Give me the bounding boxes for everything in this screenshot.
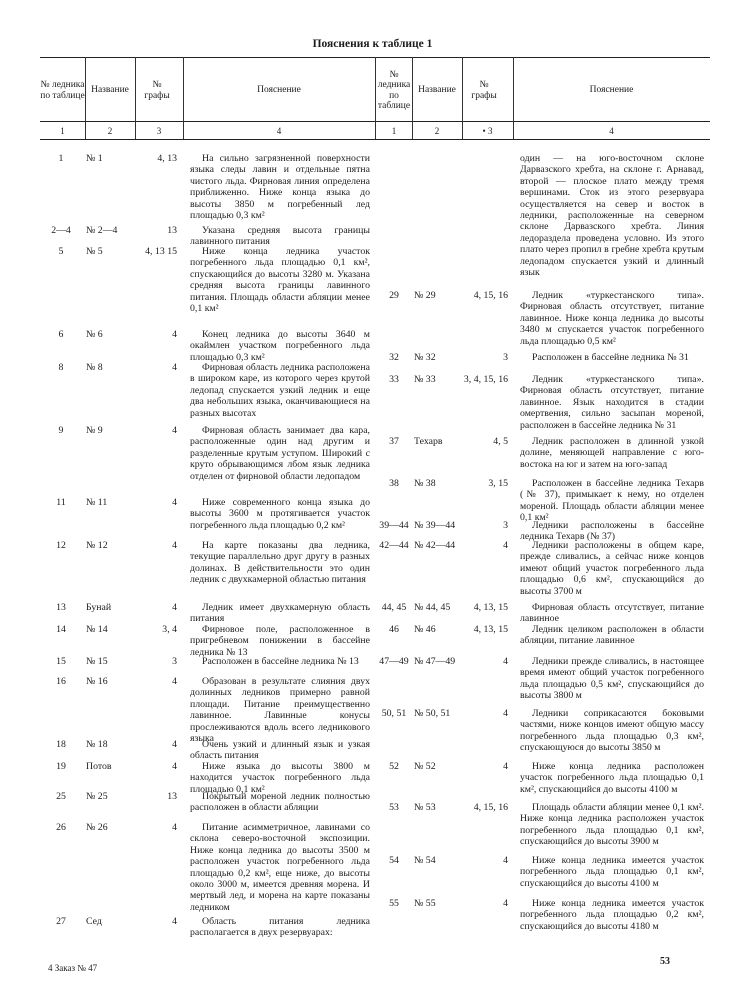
explanation: Ниже конца ледника имеется участок погребенного льда площадью 0,1 км², спускающийся до высоты 4100 м	[520, 855, 704, 889]
glacier-number: 32	[389, 352, 399, 363]
glacier-number: 2—4	[51, 225, 71, 236]
glacier-name: № 5	[86, 246, 103, 257]
glacier-name: Сед	[86, 916, 102, 927]
glacier-number: 9	[58, 425, 64, 436]
explanation: Фирновая область ледника расположена в широком каре, из которого через крутой ледопад спускается узкий ледник и еще два небольших языка, оканчивающиеся на разных высотах	[190, 362, 370, 419]
glacier-number: 15	[56, 656, 66, 667]
header-name: Название	[91, 85, 129, 96]
column-refs: 4	[503, 708, 508, 719]
glacier-name: Бунай	[86, 602, 112, 613]
glacier-name: № 42—44	[414, 540, 456, 551]
column-refs: 4, 13, 15	[473, 624, 508, 635]
explanation: Ниже конца ледника участок погребенного льда площадью 0,1 км², спускающийся до высоты 3280 м. Указана средняя высота границы лавинного питания. Площадь области абляции менее 0,1 км²	[190, 246, 370, 315]
column-number: 4	[276, 125, 282, 136]
column-number: • 3	[482, 125, 493, 136]
glacier-number: 11	[56, 497, 66, 508]
column-number: 3	[156, 125, 162, 136]
glacier-name: № 50, 51	[414, 708, 451, 719]
glacier-number: 29	[389, 290, 399, 301]
glacier-name: № 53	[414, 802, 436, 813]
glacier-number: 38	[389, 478, 399, 489]
page-title: Пояснения к таблице 1	[312, 38, 433, 50]
glacier-number: 25	[56, 791, 66, 802]
explanation: Ледники прежде сливались, в настоящее время имеют общий участок погребенного льда площадью 0,5 км², спускающийся до высоты 3800 м	[520, 656, 704, 702]
glacier-number: 27	[56, 916, 66, 927]
glacier-name: № 14	[86, 624, 108, 635]
glacier-name: № 2—4	[86, 225, 118, 236]
column-refs: 3	[503, 352, 508, 363]
column-refs: 4, 13, 15	[473, 602, 508, 613]
explanation: Ледник имеет двухкамерную область питания	[190, 602, 370, 625]
column-refs: 4, 13 15	[145, 246, 177, 257]
column-refs: 3	[503, 520, 508, 531]
column-number-rule	[40, 139, 710, 140]
column-refs: 4	[172, 602, 177, 613]
glacier-number: 55	[389, 898, 399, 909]
column-refs: 4, 15, 16	[473, 290, 508, 301]
column-refs: 4	[503, 761, 508, 772]
glacier-number: 8	[58, 362, 64, 373]
glacier-name: Техарв	[414, 436, 443, 447]
glacier-name: № 15	[86, 656, 108, 667]
explanation: Ниже языка до высоты 3800 м находится участок погребенного льда площадью 0,1 км²	[190, 761, 370, 795]
column-number: 1	[60, 125, 65, 136]
explanation: Ледники соприкасаются боковыми частями, ниже концов имеют общую массу погребенного льда площадью 0,3 км², спускающуюся до высоты 3850 м	[520, 708, 704, 754]
column-refs: 4	[172, 676, 177, 687]
glacier-name: № 16	[86, 676, 108, 687]
glacier-number: 26	[56, 822, 66, 833]
header-column-number: № графы	[471, 80, 497, 101]
column-number: 2	[107, 125, 113, 136]
glacier-name: № 38	[414, 478, 436, 489]
column-refs: 4	[172, 425, 177, 436]
glacier-number: 1	[58, 153, 64, 164]
glacier-number: 44, 45	[381, 602, 407, 613]
glacier-name: № 52	[414, 761, 436, 772]
explanation: Ледники расположены в общем каре, прежде сливались, а сейчас ниже концов имеют общий участок погребенного льда площадью 0,6 км², спускающийся до высоты 3700 м	[520, 540, 704, 597]
column-refs: 4	[172, 497, 177, 508]
column-refs: 3, 15	[488, 478, 508, 489]
glacier-number: 19	[56, 761, 66, 772]
explanation: Образован в результате слияния двух долинных ледников примерно равной площади. Питание преимущественно лавинное. Лавинные конусы прослеживаются вдоль всего ледникового языка	[190, 676, 370, 745]
explanation: Указана средняя высота границы лавинного питания	[190, 225, 370, 248]
explanation: Ниже конца ледника имеется участок погребенного льда площадью 0,2 км², спускающийся до высоты 4180 м	[520, 898, 704, 932]
explanation: Ледники расположены в бассейне ледника Техарв (№ 37)	[520, 520, 704, 543]
explanation: Фирновая область занимает два кара, расположенные один над другим и разделенные крутым уступом. Широкий с круто обрывающимся лбом язык ледника отделен от фирновой области ледопадом	[190, 425, 370, 482]
explanation: На карте показаны два ледника, текущие параллельно друг другу в разных долинах. В действительности это один ледник с двухкамерной областью питания	[190, 540, 370, 586]
glacier-number: 52	[389, 761, 399, 772]
glacier-number: 46	[389, 624, 399, 635]
header-column-number: № графы	[144, 80, 170, 101]
glacier-name: № 55	[414, 898, 436, 909]
glacier-number: 18	[56, 739, 66, 750]
column-refs: 4	[172, 761, 177, 772]
glacier-name: № 46	[414, 624, 436, 635]
explanation: Покрытый мореной ледник полностью расположен в области абляции	[190, 791, 370, 814]
glacier-name: № 9	[86, 425, 103, 436]
glacier-name: № 11	[86, 497, 108, 508]
column-refs: 4	[172, 822, 177, 833]
explanation: Ниже современного конца языка до высоты 3600 м протягивается участок погребенного льда площадью 0,2 км²	[190, 497, 370, 531]
column-refs: 4, 15, 16	[473, 802, 508, 813]
column-refs: 4, 5	[493, 436, 508, 447]
glacier-number: 39—44	[379, 520, 409, 531]
explanation: Площадь области абляции менее 0,1 км². Ниже конца ледника расположен участок погребенного льда площадью 0,1 км², спускающийся до высоты 3900 м	[520, 802, 704, 848]
glacier-number: 6	[58, 329, 64, 340]
column-refs: 4	[172, 540, 177, 551]
explanation: Ниже конца ледника расположен участок погребенного льда площадью 0,1 км², спускающийся до высоты 4100 м	[520, 761, 704, 795]
glacier-name: № 26	[86, 822, 108, 833]
header-glacier-number: № ледника по таблице	[377, 69, 411, 111]
column-refs: 4	[503, 540, 508, 551]
explanation: Расположен в бассейне ледника Техарв (№ 37), примыкает к нему, но отделен мореной. Площадь области абляции менее 0,1 км²	[520, 478, 704, 524]
column-refs: 4	[172, 739, 177, 750]
header-name: Название	[418, 85, 456, 96]
explanation: Область питания ледника располагается в двух резервуарах:	[190, 916, 370, 939]
glacier-name: № 1	[86, 153, 103, 164]
column-refs: 4	[503, 898, 508, 909]
column-refs: 4	[503, 656, 508, 667]
glacier-name: № 25	[86, 791, 108, 802]
column-refs: 3, 4, 15, 16	[463, 374, 508, 385]
glacier-name: № 54	[414, 855, 436, 866]
explanation: Питание асимметричное, лавинами со склона северо-восточной экспозиции. Ниже конца ледника до высоты 3500 м расположен участок погребенного льда площадью 0,2 км², еще ниже, до высоты около 3000 м, имеется древняя морена. И мертвый лед, и морена на карте показаны ледником	[190, 822, 370, 913]
column-number: 2	[434, 125, 440, 136]
explanation: Ледник расположен в длинной узкой долине, меняющей направление с юго-востока на юг и затем на юго-запад	[520, 436, 704, 470]
column-refs: 13	[167, 225, 177, 236]
explanation: Расположен в бассейне ледника № 13	[202, 656, 359, 667]
glacier-number: 12	[56, 540, 66, 551]
glacier-number: 37	[389, 436, 399, 447]
print-order-note: 4 Заказ № 47	[48, 963, 98, 973]
glacier-name: № 44, 45	[414, 602, 451, 613]
explanation: Ледник «туркестанского типа». Фирновая область отсутствует, питание лавинное. Язык находится в стадии омертвения, сильно засыпан мореной, расположен в бассейне ледника № 31	[520, 374, 704, 431]
glacier-number: 5	[58, 246, 64, 257]
column-refs: 4	[172, 362, 177, 373]
glacier-number: 14	[56, 624, 66, 635]
glacier-name: № 8	[86, 362, 103, 373]
glacier-number: 33	[389, 374, 399, 385]
column-refs: 4	[172, 916, 177, 927]
glacier-number: 13	[56, 602, 66, 613]
glacier-name: № 33	[414, 374, 436, 385]
header-glacier-number: № ледника по таблице	[40, 80, 85, 101]
glacier-name: № 18	[86, 739, 108, 750]
glacier-number: 16	[56, 676, 66, 687]
header-explanation: Пояснение	[257, 85, 301, 96]
explanation: Фирновое поле, расположенное в пригребневом понижении в бассейне ледника № 13	[190, 624, 370, 658]
explanation: Расположен в бассейне ледника № 31	[532, 352, 689, 363]
header-explanation: Пояснение	[589, 85, 634, 96]
column-refs: 4, 13	[157, 153, 177, 164]
column-number: 1	[391, 125, 397, 136]
glacier-number: 42—44	[379, 540, 409, 551]
glacier-name: № 29	[414, 290, 436, 301]
glacier-name: № 6	[86, 329, 103, 340]
glacier-name: № 32	[414, 352, 436, 363]
column-number: 4	[609, 125, 614, 136]
glacier-number: 50, 51	[381, 708, 407, 719]
explanation: На сильно загрязненной поверхности языка следы лавин и отдельные пятна чистого льда. Фирновая линия определена приближенно. Ниже конца языка до высоты 3850 м погребенный лед площадью 0,3 км²	[190, 153, 370, 222]
glacier-name: № 12	[86, 540, 108, 551]
glacier-number: 53	[389, 802, 399, 813]
glacier-name: № 47—49	[414, 656, 456, 667]
glacier-number: 47—49	[379, 656, 409, 667]
page-number: 53	[660, 956, 670, 967]
glacier-name: № 39—44	[414, 520, 456, 531]
glacier-number: 54	[389, 855, 399, 866]
explanation: Фирновая область отсутствует, питание лавинное	[520, 602, 704, 625]
column-refs: 3	[172, 656, 177, 667]
explanation: Ледник «туркестанского типа». Фирновая область отсутствует, питание лавинное. Ниже конца ледника до высоты 3480 м спускается участок погребенного льда площадью 0,5 км²	[520, 290, 704, 347]
explanation-continuation: один — на юго-восточном склоне Дарвазского хребта, на склоне г. Арнавад, второй — плоское плато между тремя вершинами. Сток из этого резервуара осуществляется на север и восток в ледники, расположенные на северном склоне Дарвазского хребта. Линия ледораздела проведена условно. Из этого плато через пропил в гребне хребта крутым ледопадом спускается узкий и длинный язык	[520, 153, 704, 279]
column-refs: 4	[172, 329, 177, 340]
glacier-name: Потов	[86, 761, 112, 772]
explanation: Конец ледника до высоты 3640 м окаймлен участком погребенного льда площадью 0,3 км²	[190, 329, 370, 363]
explanation: Ледник целиком расположен в области абляции, питание лавинное	[520, 624, 704, 647]
column-refs: 3, 4	[162, 624, 177, 635]
column-refs: 13	[167, 791, 177, 802]
column-refs: 4	[503, 855, 508, 866]
explanation: Очень узкий и длинный язык и узкая область питания	[190, 739, 370, 762]
